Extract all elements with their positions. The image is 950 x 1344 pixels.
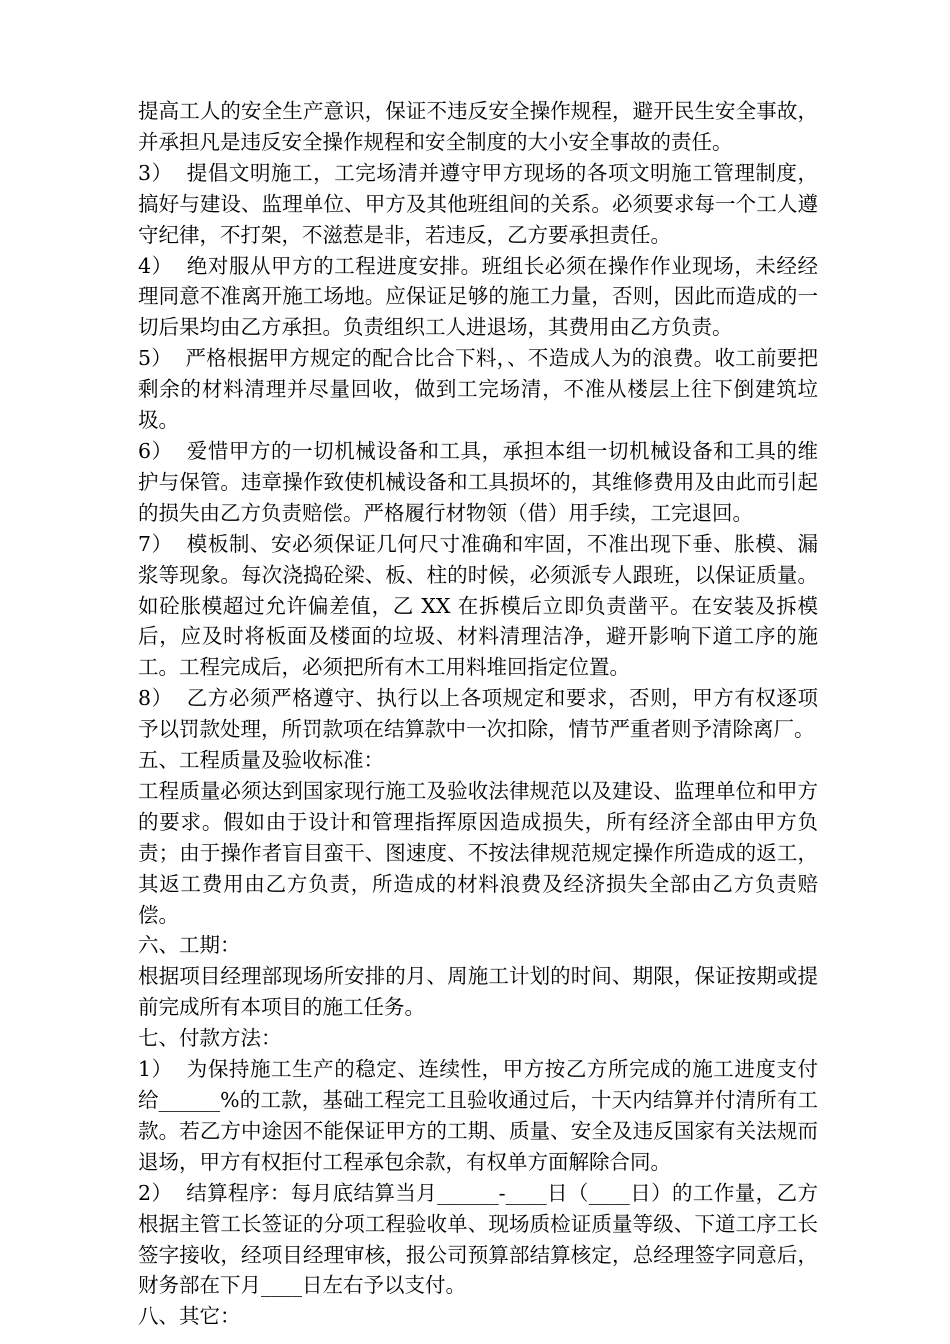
paragraph-payment-2: 2） 结算程序：每月底结算当月______-____日（____日）的工作量，乙方根据主管工长签证的分项工程验收单、现场质检证质量等级、下道工序工长签字接收，经项目经理审核，报公司预算部结算核定，总经理签字同意后，财务部在下月____日左右予以支付。	[138, 1180, 818, 1298]
paragraph-item-6: 6） 爱惜甲方的一切机械设备和工具，承担本组一切机械设备和工具的维护与保管。违章操作致使机械设备和工具损坏的，其维修费用及由此而引起的损失由乙方负责赔偿。严格履行材物领（借）用手续，工完退回。	[138, 438, 818, 525]
paragraph-safety-responsibility: 提高工人的安全生产意识，保证不违反安全操作规程，避开民生安全事故，并承担凡是违反安全操作规程和安全制度的大小安全事故的责任。	[138, 99, 818, 154]
paragraph-schedule: 根据项目经理部现场所安排的月、周施工计划的时间、期限，保证按期或提前完成所有本项目的施工任务。	[138, 964, 818, 1020]
paragraph-item-7: 7） 模板制、安必须保证几何尺寸准确和牢固，不准出现下垂、胀模、漏浆等现象。每次浇捣砼梁、板、柱的时候，必须派专人跟班，以保证质量。如砼胀模超过允许偏差值，乙 XX 在拆模后立即负责凿平。在安装及拆模后，应及时将板面及楼面的垃圾、材料清理洁净，避开影响下道工序的施工。工程完成后，必须把所有木工用料堆回指定位置。	[138, 531, 818, 680]
paragraph-item-4: 4） 绝对服从甲方的工程进度安排。班组长必须在操作作业现场，未经经理同意不准离开施工场地。应保证足够的施工力量，否则，因此而造成的一切后果均由乙方承担。负责组织工人进退场，其费用由乙方负责。	[138, 253, 818, 340]
section-heading-other: 八、其它：	[138, 1304, 241, 1329]
paragraph-item-3: 3） 提倡文明施工，工完场清并遵守甲方现场的各项文明施工管理制度，搞好与建设、监理单位、甲方及其他班组间的关系。必须要求每一个工人遵守纪律，不打架，不滋惹是非，若违反，乙方要承担责任。	[138, 160, 818, 247]
section-heading-quality: 五、工程质量及验收标准：	[138, 748, 384, 773]
section-heading-schedule: 六、工期：	[138, 933, 241, 958]
paragraph-quality-standard: 工程质量必须达到国家现行施工及验收法律规范以及建设、监理单位和甲方的要求。假如由于设计和管理指挥原因造成损失，所有经济全部由甲方负责；由于操作者盲目蛮干、图速度、不按法律规范规定操作所造成的返工，其返工费用由乙方负责，所造成的材料浪费及经济损失全部由乙方负责赔偿。	[138, 778, 818, 927]
paragraph-item-5: 5） 严格根据甲方规定的配合比合下料，、不造成人为的浪费。收工前要把剩余的材料清理并尽量回收，做到工完场清，不准从楼层上往下倒建筑垃圾。	[138, 346, 818, 433]
paragraph-payment-1: 1） 为保持施工生产的稳定、连续性，甲方按乙方所完成的施工进度支付给______%的工款，基础工程完工且验收通过后，十天内结算并付清所有工款。若乙方中途因不能保证甲方的工期、质量、安全及违反国家有关法规而退场，甲方有权拒付工程承包余款，有权单方面解除合同。	[138, 1057, 818, 1174]
section-heading-payment: 七、付款方法：	[138, 1026, 282, 1051]
document-body	[138, 96, 818, 1332]
paragraph-item-8: 8） 乙方必须严格遵守、执行以上各项规定和要求，否则，甲方有权逐项予以罚款处理，所罚款项在结算款中一次扣除，情节严重者则予清除离厂。	[138, 686, 818, 742]
